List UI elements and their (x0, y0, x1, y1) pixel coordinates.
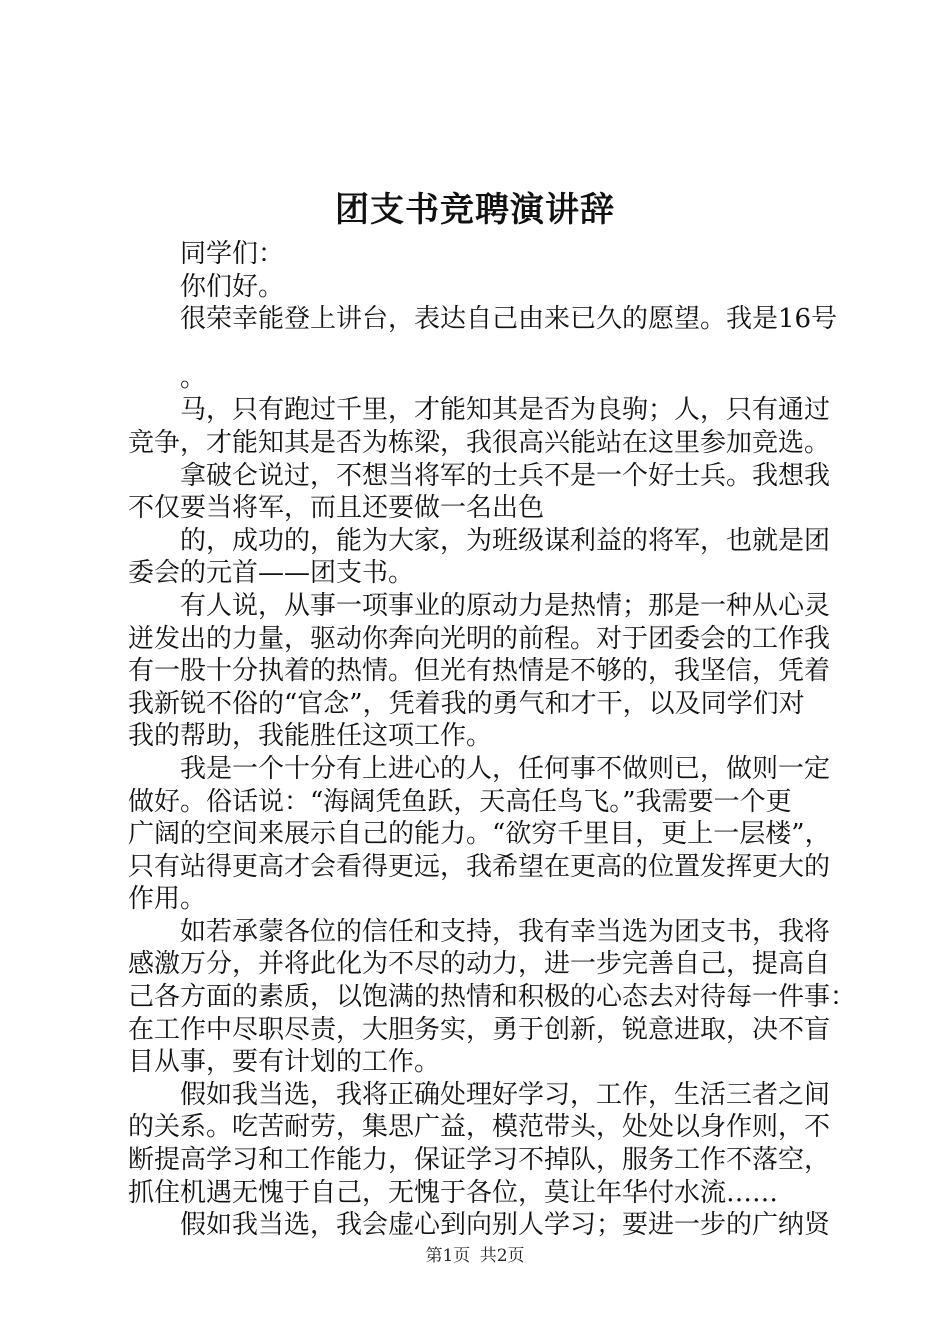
text-line: 的关系。吃苦耐劳，集思广益，模范带头，处处以身作则，不 (128, 1112, 831, 1143)
text-line: 作用。 (128, 884, 207, 915)
text-line: 假如我当选，我会虚心到向别人学习；要进一步的广纳贤 (180, 1210, 831, 1241)
text-line: 有人说，从事一项事业的原动力是热情；那是一种从心灵 (180, 590, 831, 621)
text-line: 委会的元首——团支书。 (128, 558, 415, 589)
text-line: 拿破仑说过，不想当将军的士兵不是一个好士兵。我想我 (180, 460, 831, 491)
page-footer (0, 1244, 950, 1268)
text-line: 不仅要当将军，而且还要做一名出色 (128, 493, 545, 524)
text-line: 断提高学习和工作能力，保证学习不掉队，服务工作不落空， (128, 1145, 831, 1176)
text-line: 马，只有跑过千里，才能知其是否为良驹；人，只有通过 (180, 395, 831, 426)
page-total: 共2页 (479, 1246, 525, 1266)
text-line: 广阔的空间来展示自己的能力。“欲穷千里目，更上一层楼”， (128, 819, 831, 850)
text-line: 我是一个十分有上进心的人，任何事不做则已，做则一定 (180, 753, 831, 784)
spacer (128, 336, 832, 362)
text-line: 竞争，才能知其是否为栋梁，我很高兴能站在这里参加竞选。 (128, 427, 831, 458)
text-line: 。 (180, 362, 207, 393)
document-body (128, 238, 857, 1242)
text-line: 在工作中尽职尽责，大胆务实，勇于创新，锐意进取，决不盲 (128, 1014, 831, 1045)
text-line: 迸发出的力量，驱动你奔向光明的前程。对于团委会的工作我 (128, 623, 831, 654)
text-line: 你们好。 (180, 271, 285, 302)
text-line: 很荣幸能登上讲台，表达自己由来已久的愿望。我是16号 (180, 304, 838, 335)
text-line: 有一股十分执着的热情。但光有热情是不够的，我坚信，凭着 (128, 656, 831, 687)
text-line: 我新锐不俗的“官念”，凭着我的勇气和才干，以及同学们对 (128, 688, 805, 719)
text-line: 假如我当选，我将正确处理好学习，工作，生活三者之间 (180, 1079, 831, 1110)
text-line: 己各方面的素质，以饱满的热情和积极的心态去对待每一件事： (128, 982, 857, 1013)
page-number: 第1页 (425, 1246, 471, 1266)
text-line: 同学们： (180, 239, 285, 269)
text-line: 的，成功的，能为大家，为班级谋利益的将军，也就是团 (180, 525, 831, 556)
text-line: 感激万分，并将此化为不尽的动力，进一步完善自己，提高自 (128, 949, 831, 980)
text-line: 目从事，要有计划的工作。 (128, 1047, 441, 1078)
text-line: 如若承蒙各位的信任和支持，我有幸当选为团支书，我将 (180, 916, 831, 947)
text-line: 我的帮助，我能胜任这项工作。 (128, 721, 493, 752)
text-line: 做好。俗话说：“海阔凭鱼跃，天高任鸟飞。”我需要一个更 (128, 786, 792, 817)
document-title: 团支书竞聘演讲辞 (335, 190, 615, 230)
text-line: 只有站得更高才会看得更远，我希望在更高的位置发挥更大的 (128, 851, 831, 882)
text-line: 抓住机遇无愧于自己，无愧于各位，莫让年华付水流…… (128, 1177, 779, 1208)
